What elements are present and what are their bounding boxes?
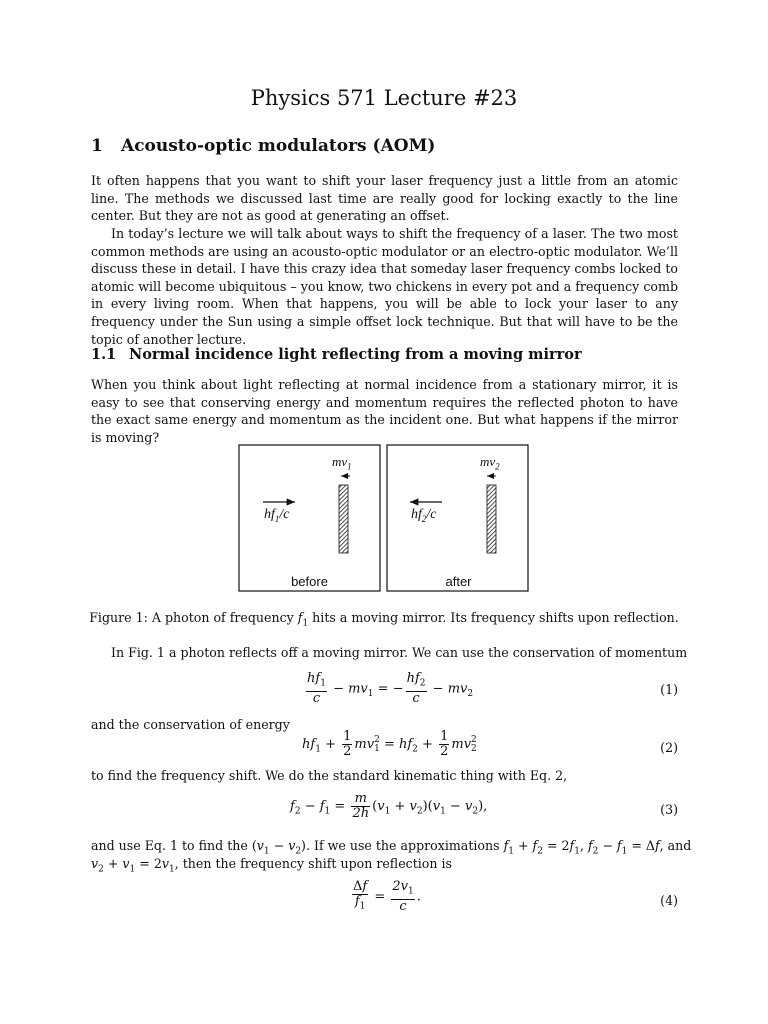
equation-4: $\frac{\Delta f}{f_1}$ = $\frac{2v_1}{c}$ . <box>353 879 421 914</box>
figure-1 <box>238 444 530 592</box>
subsection-title: Normal incidence light reflecting from a moving mirror <box>129 346 582 363</box>
paragraph-intro: It often happens that you want to shift your laser frequency just a little from an atomic line. The methods we discussed last time are really good for locking exactly to the line center. But they are not as good at generating an offset. <box>91 173 678 224</box>
page-title: Physics 571 Lecture #23 <box>250 86 518 110</box>
panel-label-before: before <box>291 574 328 589</box>
paragraph-normal-incidence: When you think about light reflecting at normal incidence from a stationary mirror, it is easy to see that conserving energy and momentum requires the reflected photon to have the exact same energy and momentum as the incident one. But what happens if the mirror is moving? <box>91 377 678 445</box>
photon-momentum-label-before: $hf_1/c$ <box>264 507 290 524</box>
equation-3: $f_2 - f_1$ = $\frac{m}{2h}$ $(v_1 + v_2)(v_1 - v_2)$, <box>290 791 488 821</box>
paragraph-todays-lecture: In today’s lecture we will talk about ways to shift the frequency of a laser. The two most common methods are using an acousto-optic modulator or an electro-optic modulator. We’ll discuss these in detail. I have this crazy idea that someday laser frequency combs locked to atomic will become ubiquitous – you know, two chickens in every pot and a frequency comb in every living room. When that happens, you will be able to lock your laser to any frequency under the Sun using a simple offset lock technique. But that will have to be the topic of another lecture. <box>91 226 678 347</box>
equation-number-1: (1) <box>660 682 678 697</box>
text-figure-reference: In Fig. 1 a photon reflects off a moving mirror. We can use the conservation of momentum <box>111 645 688 660</box>
text-energy-intro: and the conservation of energy <box>91 717 290 732</box>
text-approximations-line-1: and use Eq. 1 to find the $(v_1 - v_2)$. If we use the approximations $f_1 + f_2 = 2f_1$, $f_2 - f_1 = \Delta f$, and <box>91 838 692 857</box>
panel-after-frame <box>387 445 528 591</box>
equation-1: $\frac{hf_1}{c}$ − $mv_1$ = − $\frac{hf_2}{c}$ − $mv_2$ <box>307 671 474 706</box>
panel-label-after: after <box>445 574 472 589</box>
section-number: 1 <box>91 136 103 156</box>
mirror-momentum-label-after: $mv_2$ <box>480 454 500 472</box>
text-approximations-line-2: $v_2 + v_1 = 2v_1$, then the frequency shift upon reflection is <box>91 856 452 875</box>
panel-before-frame <box>239 445 380 591</box>
mirror-momentum-label-before: $mv_1$ <box>332 454 352 472</box>
equation-2: $hf_1$ + $\frac{1}{2}$ mv 2 1 = $hf_2$ + $\frac{1}{2}$ mv 2 2 <box>302 729 477 759</box>
equation-number-3: (3) <box>660 802 678 817</box>
mirror-before <box>339 485 348 553</box>
mirror-after <box>487 485 496 553</box>
photon-momentum-label-after: $hf_2/c$ <box>411 507 437 524</box>
section-title: Acousto-optic modulators (AOM) <box>121 136 436 156</box>
equation-number-2: (2) <box>660 740 678 755</box>
subsection-heading <box>91 346 582 363</box>
section-heading <box>91 136 435 156</box>
text-shift-intro: to find the frequency shift. We do the standard kinematic thing with Eq. 2, <box>91 768 568 783</box>
figure-caption: Figure 1: A photon of frequency $f_1$ hits a moving mirror. Its frequency shifts upon reflection. <box>89 610 679 629</box>
equation-number-4: (4) <box>660 893 678 908</box>
subsection-number: 1.1 <box>91 346 117 363</box>
